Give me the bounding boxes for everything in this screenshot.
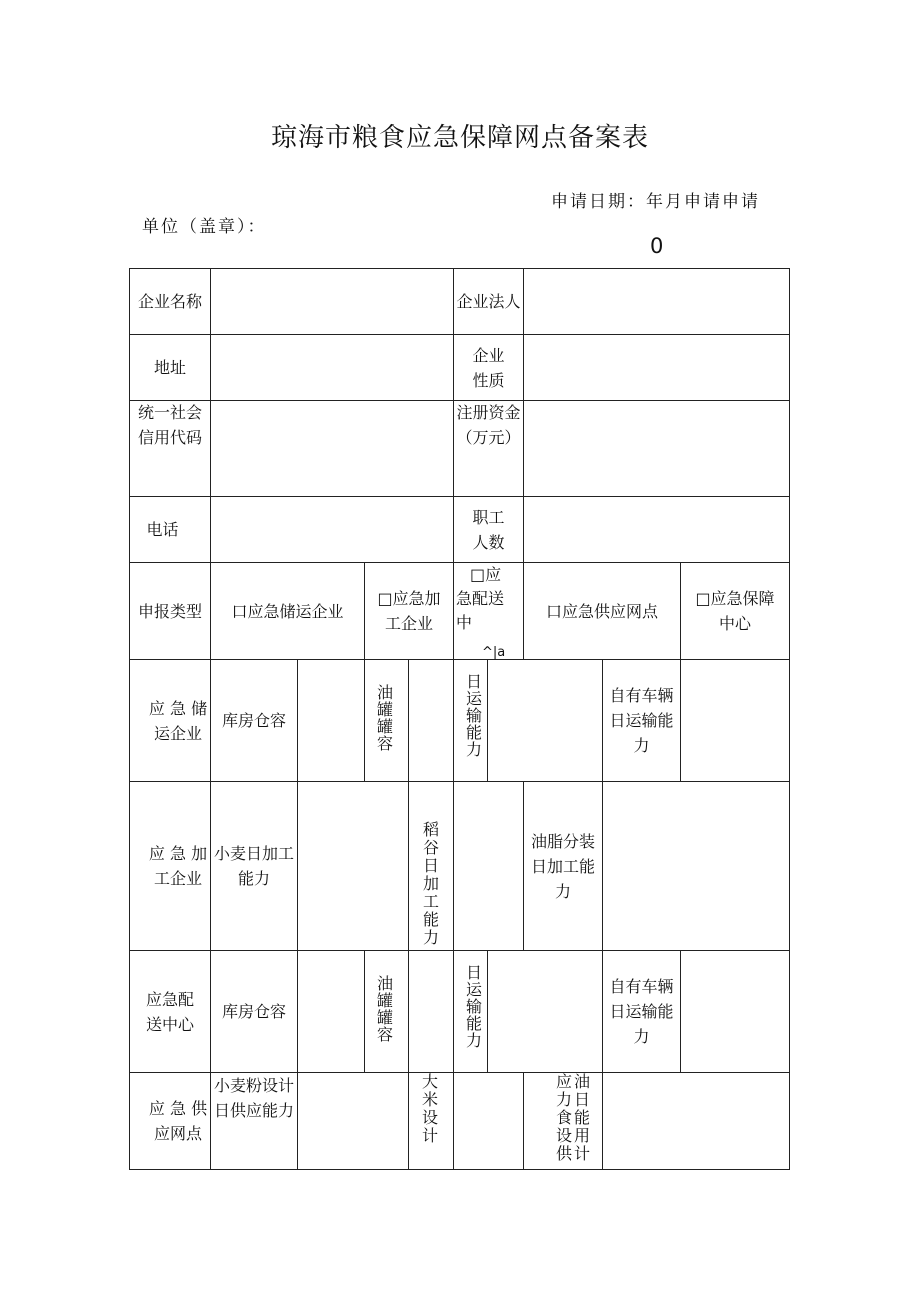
oil-supply-field[interactable] [603,1073,789,1169]
enterprise-name-label [130,269,210,334]
label-text: 力 [554,881,571,901]
tank-capacity-label: 油罐罐容 [376,683,393,753]
grid-line [453,950,454,1072]
registered-capital-label [454,401,523,449]
label-text: 企业 [472,345,505,365]
legal-person-label [454,269,523,334]
label-text: 自有车辆 [609,977,674,996]
rice-processing-label: 稻谷日加工能力 [422,820,439,947]
oil-packing-label [524,782,602,950]
checkbox-label: □应急保障 [695,589,775,608]
label-text: 应 急 加 [148,844,208,863]
label-text: 力 [633,736,650,755]
label-text: 电话 [146,520,179,539]
credit-code-label [130,401,210,449]
registered-capital-field[interactable] [524,401,789,496]
address-field[interactable] [211,335,453,400]
phone-label [130,497,195,562]
label-text: 日运输能 [609,711,674,730]
grid-line [408,781,409,950]
grid-line [523,1072,524,1169]
type-storage-checkbox[interactable] [211,563,364,659]
rice-processing-field[interactable] [454,782,523,950]
label-text: 能力 [237,869,270,888]
oil-supply-label-col-a: 应力食设供 [555,1072,572,1163]
enterprise-nature-label [454,335,523,400]
flour-supply-label [211,1073,297,1123]
wheat-processing-field[interactable] [298,782,408,950]
report-type-label [130,563,210,659]
label-text: 日加工能 [530,856,595,876]
address-label [130,335,210,400]
grid-line [408,1072,409,1169]
label-text: 日运输能 [609,1002,674,1021]
label-text: 力 [633,1027,650,1046]
own-vehicle-field[interactable] [681,660,789,781]
tank-capacity-field[interactable] [409,660,453,781]
label-text: 应 急 储 [148,698,208,718]
grid-line [364,950,365,1072]
label-text: 企业名称 [137,292,202,311]
label-text: 注册资金 [456,403,521,422]
checkbox-label: 口应急储运企业 [231,601,344,621]
phone-field[interactable] [211,497,453,562]
grid-line [789,268,790,1170]
form-number: 0 [650,234,664,258]
type-distribution-checkbox[interactable] [454,563,523,659]
type-processing-checkbox[interactable] [365,563,453,659]
tank-capacity-label-2: 油罐罐容 [376,974,393,1044]
rice-design-label: 大米设计 [421,1072,438,1145]
checkbox-label: □应 [470,565,502,584]
label-text: 企业法人 [456,292,521,311]
staff-count-field[interactable] [524,497,789,562]
enterprise-name-field[interactable] [211,269,453,334]
type-supply-checkbox[interactable] [524,563,680,659]
label-text: 油脂分装 [530,831,595,851]
label-text: 人数 [472,532,505,552]
label-text: 日供应能力 [213,1101,294,1120]
label-text: 库房仓容 [221,711,286,730]
oil-packing-field[interactable] [603,782,789,950]
checkbox-label: 工企业 [384,614,433,633]
tank-capacity-field-2[interactable] [409,951,453,1072]
grid-line [129,1169,790,1170]
page-title: 琼海市粮食应急保障网点备案表 [270,123,649,153]
label-text: 送中心 [145,1014,194,1034]
label-text: 信用代码 [137,428,202,447]
own-vehicle-label-2 [603,951,680,1072]
own-vehicle-field-2[interactable] [681,951,789,1072]
label-text: 小麦粉设计 [213,1076,294,1095]
credit-code-field[interactable] [211,401,453,496]
label-text: 应 急 供 [148,1099,208,1118]
own-vehicle-label [603,660,680,781]
distribution-center-label [130,951,210,1072]
label-text: 性质 [472,370,505,390]
checkbox-label: 口应急供应网点 [545,601,658,621]
warehouse-capacity-field-2[interactable] [298,951,364,1072]
checkbox-label: 急配送 [456,589,505,608]
label-text: 应网点 [153,1124,202,1143]
legal-person-field[interactable] [524,269,789,334]
rice-design-field[interactable] [454,1073,523,1169]
label-text: 申报类型 [137,601,202,621]
label-text: 运企业 [153,723,202,743]
label-text: 统一社会 [137,403,202,422]
unit-seal-label: 单位（盖章）： [142,217,267,237]
label-text: 库房仓容 [221,1002,286,1021]
warehouse-capacity-label [211,660,297,781]
warehouse-capacity-field[interactable] [298,660,364,781]
wheat-processing-label [211,782,297,950]
type-center-checkbox[interactable] [681,563,789,659]
enterprise-nature-field[interactable] [524,335,789,400]
staff-count-label [454,497,523,562]
warehouse-capacity-label-2 [211,951,297,1072]
label-text: （万元） [456,428,521,447]
checkbox-label: 中 [456,613,473,632]
stray-mark: ^|a [482,645,506,660]
daily-transport-label: 日运输能力 [465,672,482,759]
daily-transport-field[interactable] [488,660,602,781]
checkbox-label: □应急加 [377,589,441,608]
grid-line [453,659,454,781]
label-text: 职工 [472,507,505,527]
label-text: 工企业 [153,869,202,888]
label-text: 小麦日加工 [213,844,294,863]
grid-line [364,659,365,781]
label-text: 地址 [153,358,186,377]
application-date: 申请日期：年月申请申请 [551,192,760,212]
label-text: 应急配 [145,989,194,1009]
checkbox-label: 中心 [718,614,751,633]
flour-supply-field[interactable] [298,1073,408,1169]
daily-transport-field-2[interactable] [488,951,602,1072]
oil-supply-label-col-b: 油日能用计 [573,1072,590,1163]
daily-transport-label-2: 日运输能力 [465,963,482,1050]
label-text: 自有车辆 [609,686,674,705]
